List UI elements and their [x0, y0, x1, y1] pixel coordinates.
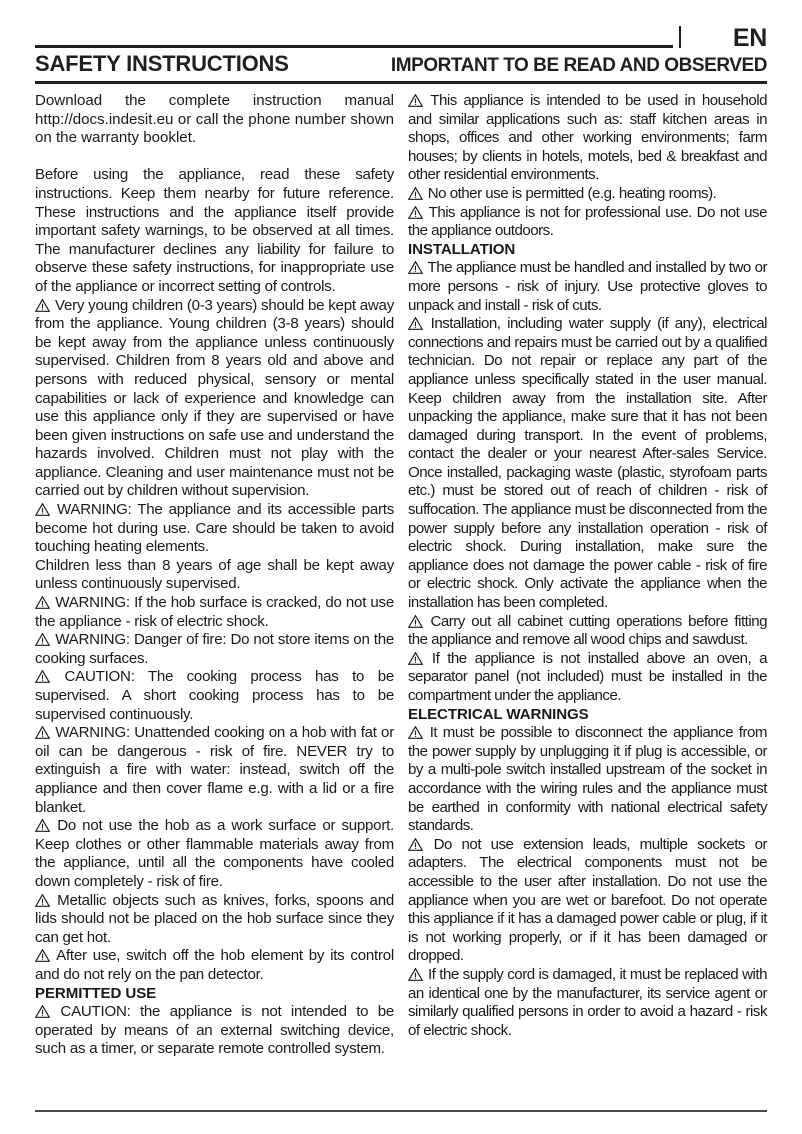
paragraph-text: CAUTION: the appliance is not intended to be operated by means of an external switching device, such as a timer, or separate remote controlled system. [35, 1003, 394, 1058]
paragraph-danger-of-fire [35, 631, 394, 668]
paragraph-before-using [35, 166, 394, 296]
paragraph-no-extension-leads [408, 836, 767, 966]
right-column [408, 92, 767, 1059]
warning-triangle-icon [408, 317, 423, 330]
two-column-body [35, 92, 767, 1059]
paragraph-metallic-objects [35, 892, 394, 948]
paragraph-text: This appliance is intended to be used in household and similar applications such as: staff kitchen areas in shops, offices and other working environments; farm houses; by clients in hotels, motels, bed & breakfast and other residential environments. [408, 92, 768, 184]
paragraph-text: Do not use extension leads, multiple sockets or adapters. The electrical components must not be accessible to the user after installation. Do not use the appliance when you are wet or barefoot. Do not operate this appliance if it has a damaged power cable or plug, if it is not working properly, or if it has been damaged or dropped. [408, 835, 767, 965]
section-heading-electrical-warnings: ELECTRICAL WARNINGS [408, 705, 589, 723]
paragraph-children-under-8 [35, 557, 394, 594]
paragraph-text: WARNING: Danger of fire: Do not store items on the cooking surfaces. [35, 631, 394, 667]
paragraph-household-use [408, 92, 767, 185]
paragraph-text: After use, switch off the hob element by its control and do not rely on the pan detector. [35, 947, 394, 983]
paragraph-handled-two-persons [408, 259, 767, 315]
warning-triangle-icon [408, 187, 423, 200]
paragraph-switch-off-after-use [35, 947, 394, 984]
page-subtitle: IMPORTANT TO BE READ AND OBSERVED [390, 55, 767, 76]
warning-triangle-icon [35, 299, 50, 312]
warning-triangle-icon [408, 615, 423, 628]
paragraph-text: WARNING: The appliance and its accessible parts become hot during use. Care should be taken to avoid touching heating elements. [35, 501, 394, 556]
warning-triangle-icon [408, 838, 423, 851]
paragraph-download [35, 92, 394, 148]
warning-triangle-icon [35, 1005, 50, 1018]
paragraph-text: This appliance is not for professional use. Do not use the appliance outdoors. [408, 203, 768, 240]
paragraph-supply-cord-damaged [408, 966, 767, 1040]
paragraph-text: Metallic objects such as knives, forks, spoons and lids should not be placed on the hob surface since they can get hot. [35, 891, 394, 946]
warning-triangle-icon [408, 261, 423, 274]
paragraph-no-other-use [408, 185, 767, 204]
section-heading-permitted-use: PERMITTED USE [35, 984, 157, 1002]
paragraph-cooking-supervised [35, 668, 394, 724]
paragraph-text: The appliance must be handled and installed by two or more persons - risk of injury. Use protective gloves to unpack and install - risk of cuts. [408, 259, 768, 314]
paragraph-text: Do not use the hob as a work surface or support. Keep clothes or other flammable materials away from the appliance, until all the components have cooled down completely - risk of fire. [35, 817, 394, 890]
warning-triangle-icon [35, 503, 50, 516]
paragraph-text: Carry out all cabinet cutting operations before fitting the appliance and remove all wood chips and sawdust. [408, 612, 767, 649]
paragraph-cabinet-cutting [408, 613, 767, 650]
paragraph-text: WARNING: Unattended cooking on a hob with fat or oil can be dangerous - risk of fire. NEVER try to extinguish a fire with water: instead, switch off the appliance and then cover flame e.g. with a lid or a fire blanket. [35, 724, 394, 816]
language-code: EN [732, 24, 767, 52]
page-title: SAFETY INSTRUCTIONS [35, 51, 289, 76]
paragraph-text: If the appliance is not installed above an oven, a separator panel (not included) must be installed in the compartment under the appliance. [408, 649, 767, 704]
text-run: or call the phone number shown on the warranty booklet. [35, 110, 394, 147]
warning-triangle-icon [35, 633, 50, 646]
footer-rule [35, 1110, 767, 1112]
text-run: http://docs.indesit.eu [35, 110, 174, 128]
section-heading-installation: INSTALLATION [408, 240, 516, 258]
paragraph-text: No other use is permitted (e.g. heating rooms). [427, 184, 717, 202]
paragraph-disconnect-possible [408, 724, 767, 836]
left-column [35, 92, 394, 1059]
warning-triangle-icon [35, 726, 50, 739]
paragraph-text: Before using the appliance, read these safety instructions. Keep them nearby for future reference. These instructions and the appliance itself provide important safety warnings, to be observed at all times. The manufacturer declines any liability for failure to observe these safety instructions, for inappropriate use of the appliance or incorrect setting of controls. [35, 166, 394, 295]
paragraph-spacer [35, 148, 394, 167]
warning-triangle-icon [408, 968, 423, 981]
language-row [35, 22, 767, 52]
header-bottom-rule [35, 81, 767, 84]
paragraph-external-switching [35, 1003, 394, 1059]
paragraph-separator-panel [408, 650, 767, 706]
paragraph-qualified-technician [408, 315, 767, 613]
text-run: Download the complete instruction manual [35, 92, 394, 109]
paragraph-text: WARNING: If the hob surface is cracked, do not use the appliance - risk of electric shock. [35, 594, 394, 630]
paragraph-unattended-cooking [35, 724, 394, 817]
warning-triangle-icon [35, 894, 50, 907]
paragraph-text: If the supply cord is damaged, it must be replaced with an identical one by the manufacturer, its service agent or similarly qualified persons in order to avoid a hazard - risk of electric shock. [408, 965, 767, 1039]
warning-triangle-icon [35, 596, 50, 609]
paragraph-hob-work-surface [35, 817, 394, 891]
warning-triangle-icon [35, 949, 50, 962]
paragraph-young-children [35, 297, 394, 502]
paragraph-text: Very young children (0-3 years) should be kept away from the appliance. Young children (3-8 years) should be kept away from the appliance unless continuously supervised. Children from 8 years old and above and persons with reduced physical, sensory or mental capabilities or lack of experience and knowledge can use this appliance only if they are supervised or have been given instructions on safe use and understand the hazards involved. Children must not play with the appliance. Cleaning and user maintenance must not be carried out by children without supervision. [35, 296, 394, 500]
warning-triangle-icon [408, 94, 423, 107]
warning-triangle-icon [35, 670, 50, 683]
paragraph-text: It must be possible to disconnect the appliance from the power supply by unplugging it if plug is accessible, or by a multi-pole switch installed upstream of the socket in accordance with the wiring rules and the appliance must be earthed in conformity with national electrical safety standards. [408, 724, 767, 835]
header-tick-divider [679, 26, 681, 48]
paragraph-text: CAUTION: The cooking process has to be supervised. A short cooking process has to be supervised continuously. [35, 668, 394, 723]
paragraph-text: Installation, including water supply (if any), electrical connections and repairs must be carried out by a qualified technician. Do not repair or replace any part of the appliance unless specifically stated in the user manual. Keep children away from the installation site. After unpacking the appliance, make sure that it has not been damaged during transport. In the event of problems, contact the dealer or your nearest After-sales Service. Once installed, packaging waste (plastic, styrofoam parts etc.) must be stored out of reach of children - risk of suffocation. The appliance must be disconnected from the power supply before any installation operation - risk of electric shock. During installation, make sure the appliance does not damage the power cable - risk of fire or electric shock. Only activate the appliance when the installation has been completed. [408, 315, 767, 612]
warning-triangle-icon [408, 652, 423, 665]
warning-triangle-icon [408, 206, 423, 219]
title-row [35, 48, 767, 80]
paragraph-accessible-parts-hot [35, 501, 394, 557]
paragraph-text: Children less than 8 years of age shall be kept away unless continuously supervised. [35, 556, 394, 593]
paragraph-not-professional [408, 204, 767, 241]
paragraph-cracked-hob [35, 594, 394, 631]
warning-triangle-icon [35, 819, 50, 832]
warning-triangle-icon [408, 726, 423, 739]
page-header [35, 0, 767, 84]
